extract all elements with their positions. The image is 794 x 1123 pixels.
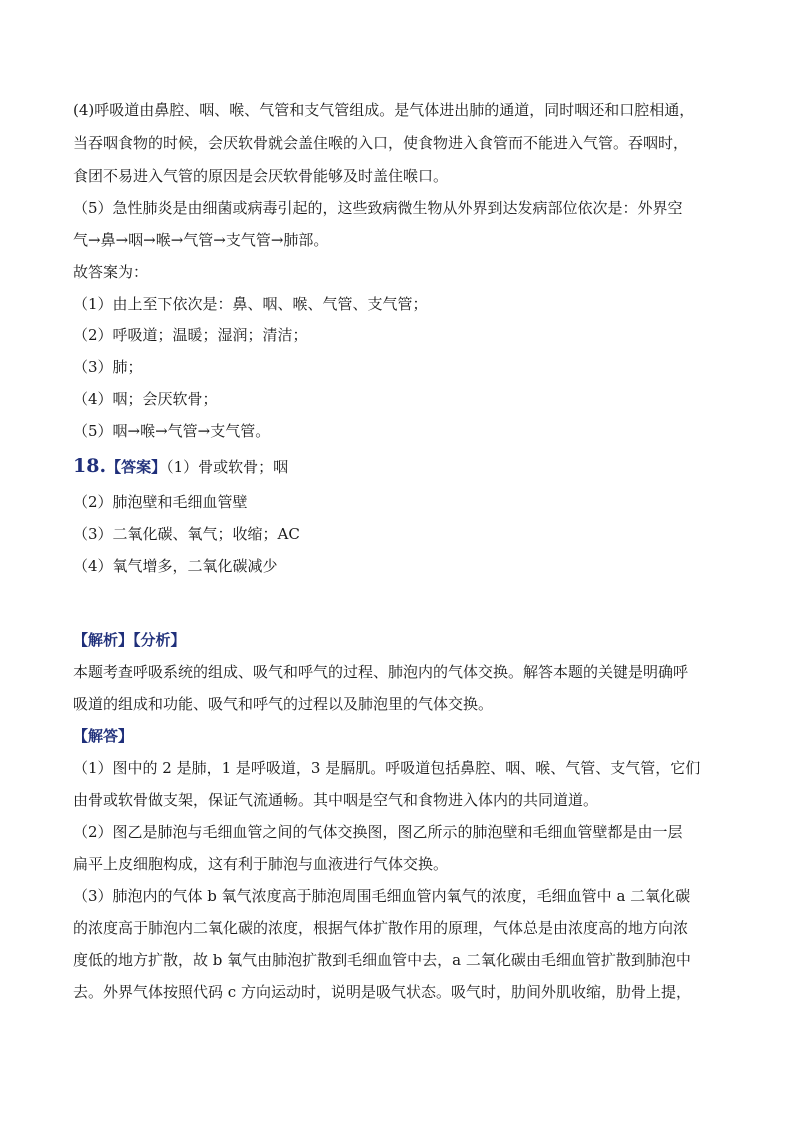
text-line: 度低的地方扩散，故 b 氧气由肺泡扩散到毛细血管中去，a 二氧化碳由毛细血管扩散到肺泡中 [73, 951, 691, 969]
text-line: 本题考查呼吸系统的组成、吸气和呼气的过程、肺泡内的气体交换。解答本题的关键是明确呼 [73, 663, 689, 681]
text-line: （5）急性肺炎是由细菌或病毒引起的，这些致病微生物从外界到达发病部位依次是：外界空 [73, 199, 683, 217]
answer-line: （2）呼吸道；温暖；湿润；清洁； [73, 326, 308, 344]
text-line: 扁平上皮细胞构成，这有利于肺泡与血液进行气体交换。 [73, 855, 449, 873]
answer-line: （4）氧气增多，二氧化碳减少 [73, 557, 278, 575]
text-line: （3）肺泡内的气体 b 氧气浓度高于肺泡周围毛细血管内氧气的浓度，毛细血管中 a 二氧化碳 [73, 887, 691, 905]
text-line: 当吞咽食物的时候，会厌软骨就会盖住喉的入口，使食物进入食管而不能进入气管。吞咽时， [73, 134, 689, 152]
text-line: 去。外界气体按照代码 c 方向运动时，说明是吸气状态。吸气时，肋间外肌收缩，肋骨上提， [73, 983, 691, 1001]
text-line: 的浓度高于肺泡内二氧化碳的浓度，根据气体扩散作用的原理，气体总是由浓度高的地方向浓 [73, 919, 689, 937]
text-line: （2）图乙是肺泡与毛细血管之间的气体交换图，图乙所示的肺泡壁和毛细血管壁都是由一层 [73, 823, 683, 841]
answer-line: （3）二氧化碳、氧气；收缩；AC [73, 525, 300, 543]
text-line: 食团不易进入气管的原因是会厌软骨能够及时盖住喉口。 [73, 167, 449, 185]
answer-tag: 【答案】 [106, 458, 167, 476]
text-line: 故答案为： [73, 263, 149, 281]
question-18-header [73, 454, 288, 479]
answer-line: （1）骨或软骨；咽 [166, 458, 289, 476]
answer-line: （1）由上至下依次是：鼻、咽、喉、气管、支气管； [73, 295, 428, 313]
solution-tag: 【解答】 [73, 727, 134, 745]
answer-line: （4）咽；会厌软骨； [73, 390, 218, 408]
answer-line: （5）咽→喉→气管→支气管。 [73, 422, 271, 440]
text-line: 吸道的组成和功能、吸气和呼气的过程以及肺泡里的气体交换。 [73, 695, 494, 713]
analysis-header [73, 630, 733, 650]
analysis-tag: 【解析】 [73, 631, 134, 649]
solution-header [73, 726, 733, 746]
answer-line: （3）肺； [73, 358, 143, 376]
text-line: 气→鼻→咽→喉→气管→支气管→肺部。 [73, 231, 329, 249]
answer-line: （2）肺泡壁和毛细血管壁 [73, 493, 248, 511]
text-line: （1）图中的 2 是肺，1 是呼吸道，3 是膈肌。呼吸道包括鼻腔、咽、喉、气管、支气管，它们 [73, 759, 701, 777]
text-line: 由骨或软骨做支架，保证气流通畅。其中咽是空气和食物进入体内的共同道道。 [73, 791, 599, 809]
text-line: (4)呼吸道由鼻腔、咽、喉、气管和支气管组成。是气体进出肺的通道，同时咽还和口腔相通， [73, 101, 695, 119]
question-number: 18. [73, 455, 107, 477]
analysis-sub-tag: 【分析】 [133, 631, 186, 649]
